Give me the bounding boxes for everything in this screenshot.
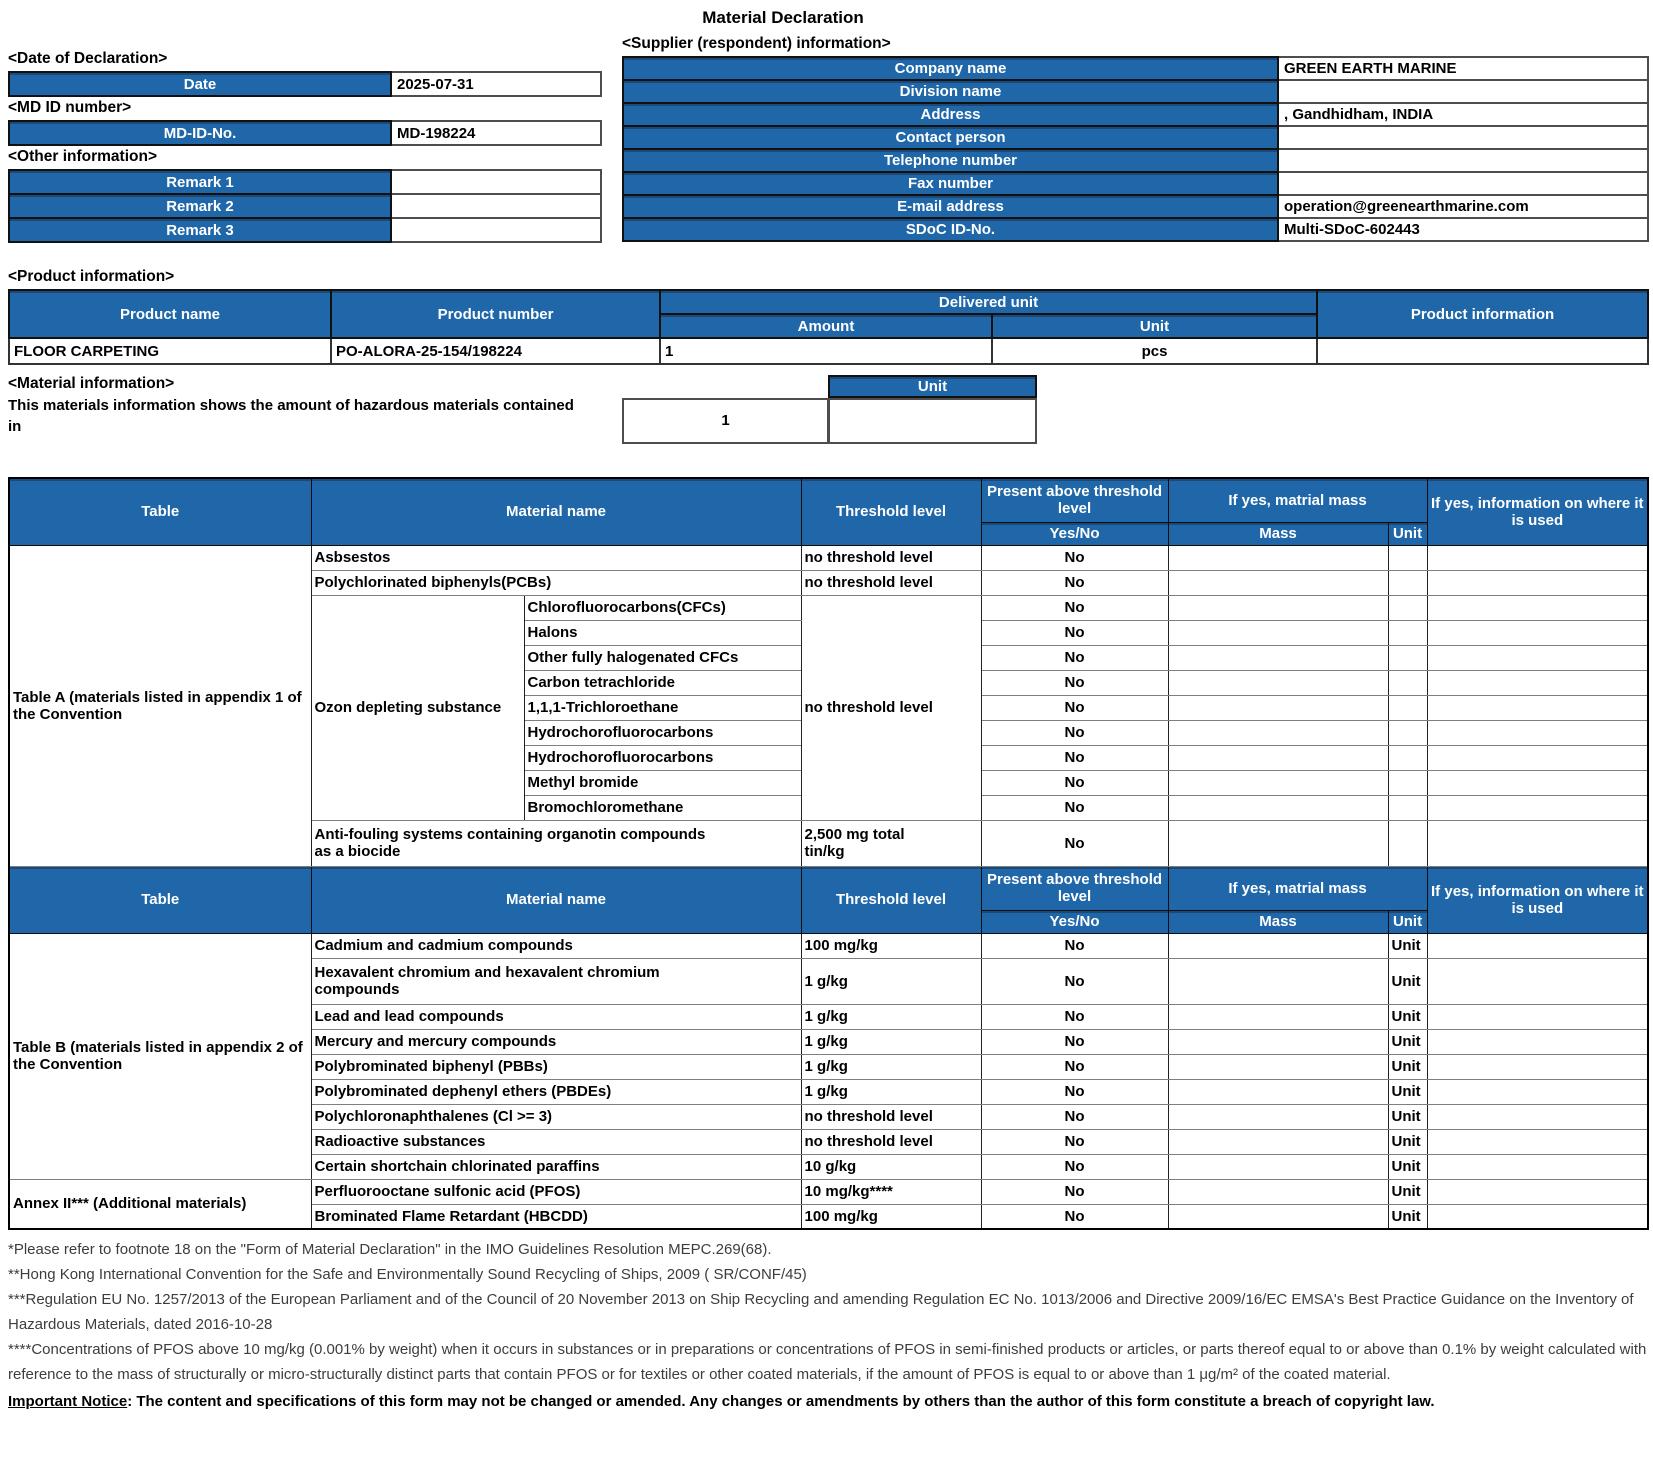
section-md-id-number: <MD ID number> bbox=[8, 99, 132, 116]
table-b-label: Table B (materials listed in appendix 2 of the Convention bbox=[9, 933, 311, 1179]
material-name-cell: Other fully halogenated CFCs bbox=[524, 645, 801, 670]
material-name-cell: Hydrochorofluorocarbons bbox=[524, 720, 801, 745]
product-table bbox=[8, 289, 1649, 365]
footnote: **Hong Kong International Convention for the Safe and Environmentally Sound Recycling of Ships, 2009 ( SR/CONF/45) bbox=[8, 1266, 807, 1283]
used-cell bbox=[1427, 1129, 1648, 1154]
material-group-cell: Ozon depleting substance bbox=[311, 595, 524, 820]
supplier-row-value: , Gandhidham, INDIA bbox=[1278, 103, 1648, 126]
used-cell bbox=[1427, 1004, 1648, 1029]
section-product: <Product information> bbox=[8, 268, 175, 285]
delivered-unit-header: Delivered unit bbox=[660, 290, 1317, 314]
present-cell: No bbox=[981, 958, 1168, 1004]
mass-cell bbox=[1168, 570, 1388, 595]
mass-cell bbox=[1168, 795, 1388, 820]
present-cell: No bbox=[981, 1004, 1168, 1029]
supplier-row-value: operation@greenearthmarine.com bbox=[1278, 195, 1648, 218]
material-name-cell: Methyl bromide bbox=[524, 770, 801, 795]
product-information-zone bbox=[8, 266, 1653, 365]
unit-cell: Unit bbox=[1388, 1004, 1427, 1029]
unit-cell bbox=[1388, 745, 1427, 770]
threshold-cell: 10 mg/kg**** bbox=[801, 1179, 981, 1204]
remark-row bbox=[9, 194, 601, 218]
col-header-present: Present above threshold level bbox=[981, 866, 1168, 910]
mass-cell bbox=[1168, 670, 1388, 695]
used-cell bbox=[1427, 958, 1648, 1004]
used-cell bbox=[1427, 595, 1648, 620]
unit-cell bbox=[1388, 545, 1427, 570]
unit-cell bbox=[1388, 595, 1427, 620]
remark-value bbox=[391, 170, 601, 194]
material-name-cell: Hexavalent chromium and hexavalent chromium compounds bbox=[311, 958, 801, 1004]
unit-header: Unit bbox=[992, 314, 1317, 338]
present-cell: No bbox=[981, 1154, 1168, 1179]
threshold-cell: 1 g/kg bbox=[801, 1054, 981, 1079]
used-cell bbox=[1427, 1179, 1648, 1204]
date-value: 2025-07-31 bbox=[391, 72, 601, 96]
material-name-cell: Bromochloromethane bbox=[524, 795, 801, 820]
material-name-cell: Mercury and mercury compounds bbox=[311, 1029, 801, 1054]
present-cell: No bbox=[981, 1104, 1168, 1129]
material-amount-value: 1 bbox=[622, 398, 829, 444]
footnote: *Please refer to footnote 18 on the "Form of Material Declaration" in the IMO Guidelines Resolution MEPC.269(68). bbox=[8, 1241, 772, 1258]
col-header-yes-no: Yes/No bbox=[981, 910, 1168, 933]
product-number-header: Product number bbox=[331, 290, 660, 338]
col-header-present: Present above threshold level bbox=[981, 478, 1168, 522]
mass-cell bbox=[1168, 1129, 1388, 1154]
present-cell: No bbox=[981, 670, 1168, 695]
supplier-row-label: Contact person bbox=[623, 126, 1278, 149]
col-header-unit: Unit bbox=[1388, 522, 1427, 545]
supplier-row-label: E-mail address bbox=[623, 195, 1278, 218]
material-description: This materials information shows the amount of hazardous materials contained in bbox=[8, 397, 574, 435]
threshold-cell: 1 g/kg bbox=[801, 1029, 981, 1054]
material-name-cell: Polybrominated dephenyl ethers (PBDEs) bbox=[311, 1079, 801, 1104]
material-name-cell: Anti-fouling systems containing organotin compounds as a biocide bbox=[311, 820, 801, 866]
present-cell: No bbox=[981, 1204, 1168, 1229]
material-name-cell: Asbsestos bbox=[311, 545, 801, 570]
annex-label: Annex II*** (Additional materials) bbox=[9, 1179, 311, 1229]
material-name-cell: Halons bbox=[524, 620, 801, 645]
mass-cell bbox=[1168, 1204, 1388, 1229]
table-a-label: Table A (materials listed in appendix 1 of the Convention bbox=[9, 545, 311, 866]
material-name-cell: Certain shortchain chlorinated paraffins bbox=[311, 1154, 801, 1179]
col-header-mass: Mass bbox=[1168, 910, 1388, 933]
threshold-cell: no threshold level bbox=[801, 570, 981, 595]
col-header-table: Table bbox=[9, 866, 311, 933]
used-cell bbox=[1427, 720, 1648, 745]
present-cell: No bbox=[981, 745, 1168, 770]
col-header-yes-no: Yes/No bbox=[981, 522, 1168, 545]
footnotes bbox=[8, 1237, 1653, 1387]
unit-cell: Unit bbox=[1388, 933, 1427, 958]
supplier-row-value bbox=[1278, 80, 1648, 103]
page-title: Material Declaration bbox=[702, 8, 864, 27]
present-cell: No bbox=[981, 770, 1168, 795]
mass-cell bbox=[1168, 720, 1388, 745]
unit-cell: Unit bbox=[1388, 1079, 1427, 1104]
unit-cell: Unit bbox=[1388, 1179, 1427, 1204]
mass-cell bbox=[1168, 545, 1388, 570]
product-name-header: Product name bbox=[9, 290, 331, 338]
unit-cell: Unit bbox=[1388, 958, 1427, 1004]
mass-cell bbox=[1168, 1104, 1388, 1129]
unit-cell: Unit bbox=[1388, 1029, 1427, 1054]
present-cell: No bbox=[981, 1129, 1168, 1154]
supplier-row-label: Company name bbox=[623, 57, 1278, 80]
present-cell: No bbox=[981, 795, 1168, 820]
remark-value bbox=[391, 194, 601, 218]
unit-cell bbox=[1388, 570, 1427, 595]
used-cell bbox=[1427, 745, 1648, 770]
product-number-cell: PO-ALORA-25-154/198224 bbox=[331, 338, 660, 364]
mass-cell bbox=[1168, 1179, 1388, 1204]
col-header-threshold: Threshold level bbox=[801, 866, 981, 933]
md-id-value: MD-198224 bbox=[391, 121, 601, 145]
supplier-row bbox=[623, 103, 1648, 126]
used-cell bbox=[1427, 1054, 1648, 1079]
used-cell bbox=[1427, 770, 1648, 795]
used-cell bbox=[1427, 620, 1648, 645]
supplier-row bbox=[623, 172, 1648, 195]
hazardous-materials-table bbox=[8, 477, 1649, 1230]
material-name-cell: Radioactive substances bbox=[311, 1129, 801, 1154]
col-header-mass: Mass bbox=[1168, 522, 1388, 545]
unit-cell bbox=[1388, 695, 1427, 720]
date-table bbox=[8, 71, 602, 97]
material-name-cell: Hydrochorofluorocarbons bbox=[524, 745, 801, 770]
material-unit-value bbox=[828, 398, 1037, 444]
unit-cell bbox=[1388, 620, 1427, 645]
section-supplier: <Supplier (respondent) information> bbox=[622, 35, 891, 52]
used-cell bbox=[1427, 1029, 1648, 1054]
footnote: ***Regulation EU No. 1257/2013 of the European Parliament and of the Council of 20 November 2013 on Ship Recycling and amending Regulation EC No. 1013/2006 and Directive 2009/16/EC EMSA's Best Practice Guidance on the Inventory of Hazardous Materials, dated 2016-10-28 bbox=[8, 1291, 1634, 1333]
col-header-material-name: Material name bbox=[311, 478, 801, 545]
product-information-header: Product information bbox=[1317, 290, 1648, 338]
remark-label: Remark 1 bbox=[9, 170, 391, 194]
used-cell bbox=[1427, 1154, 1648, 1179]
material-information-zone bbox=[8, 373, 1653, 477]
present-cell: No bbox=[981, 570, 1168, 595]
remark-label: Remark 2 bbox=[9, 194, 391, 218]
material-name-cell: Chlorofluorocarbons(CFCs) bbox=[524, 595, 801, 620]
present-cell: No bbox=[981, 820, 1168, 866]
present-cell: No bbox=[981, 1054, 1168, 1079]
threshold-cell: 100 mg/kg bbox=[801, 933, 981, 958]
unit-cell: Unit bbox=[1388, 1129, 1427, 1154]
unit-cell: Unit bbox=[1388, 1054, 1427, 1079]
remark-row bbox=[9, 170, 601, 194]
product-info-cell bbox=[1317, 338, 1648, 364]
material-name-cell: Lead and lead compounds bbox=[311, 1004, 801, 1029]
important-notice-label: Important Notice bbox=[8, 1393, 128, 1410]
col-header-mass-group: If yes, matrial mass bbox=[1168, 866, 1427, 910]
present-cell: No bbox=[981, 620, 1168, 645]
hazard-row bbox=[9, 933, 1648, 958]
material-name-cell: Polychlorinated biphenyls(PCBs) bbox=[311, 570, 801, 595]
hazard-row bbox=[9, 1179, 1648, 1204]
mass-cell bbox=[1168, 1004, 1388, 1029]
supplier-row-value bbox=[1278, 172, 1648, 195]
present-cell: No bbox=[981, 933, 1168, 958]
amount-header: Amount bbox=[660, 314, 992, 338]
remark-label: Remark 3 bbox=[9, 218, 391, 242]
material-unit-header: Unit bbox=[828, 375, 1037, 398]
mass-cell bbox=[1168, 1154, 1388, 1179]
supplier-row-label: Address bbox=[623, 103, 1278, 126]
threshold-cell: 100 mg/kg bbox=[801, 1204, 981, 1229]
mass-cell bbox=[1168, 695, 1388, 720]
col-header-table: Table bbox=[9, 478, 311, 545]
material-name-cell: Polychloronaphthalenes (Cl >= 3) bbox=[311, 1104, 801, 1129]
remark-row bbox=[9, 218, 601, 242]
supplier-row-value bbox=[1278, 149, 1648, 172]
threshold-cell: no threshold level bbox=[801, 545, 981, 570]
material-name-cell: Brominated Flame Retardant (HBCDD) bbox=[311, 1204, 801, 1229]
present-cell: No bbox=[981, 695, 1168, 720]
col-header-mass-group: If yes, matrial mass bbox=[1168, 478, 1427, 522]
supplier-row bbox=[623, 80, 1648, 103]
date-label: Date bbox=[9, 72, 391, 96]
mass-cell bbox=[1168, 1079, 1388, 1104]
unit-cell bbox=[1388, 770, 1427, 795]
mass-cell bbox=[1168, 1029, 1388, 1054]
md-id-table bbox=[8, 120, 602, 146]
present-cell: No bbox=[981, 545, 1168, 570]
col-header-unit: Unit bbox=[1388, 910, 1427, 933]
col-header-threshold: Threshold level bbox=[801, 478, 981, 545]
product-row bbox=[9, 338, 1648, 364]
supplier-information-block bbox=[622, 33, 1647, 242]
threshold-cell: 10 g/kg bbox=[801, 1154, 981, 1179]
mass-cell bbox=[1168, 745, 1388, 770]
supplier-row bbox=[623, 149, 1648, 172]
hazard-row bbox=[9, 545, 1648, 570]
used-cell bbox=[1427, 570, 1648, 595]
supplier-row-value: GREEN EARTH MARINE bbox=[1278, 57, 1648, 80]
used-cell bbox=[1427, 695, 1648, 720]
supplier-table bbox=[622, 56, 1649, 242]
used-cell bbox=[1427, 545, 1648, 570]
declaration-meta-column bbox=[8, 48, 600, 243]
present-cell: No bbox=[981, 1079, 1168, 1104]
threshold-cell: 1 g/kg bbox=[801, 1079, 981, 1104]
material-name-cell: Carbon tetrachloride bbox=[524, 670, 801, 695]
supplier-row bbox=[623, 126, 1648, 149]
material-name-cell: Cadmium and cadmium compounds bbox=[311, 933, 801, 958]
threshold-cell: 2,500 mg total tin/kg bbox=[801, 820, 981, 866]
supplier-row bbox=[623, 218, 1648, 241]
col-header-info: If yes, information on where it is used bbox=[1427, 478, 1648, 545]
used-cell bbox=[1427, 820, 1648, 866]
important-notice-text: : The content and specifications of this form may not be changed or amended. Any changes or amendments by others than the author of this form constitute a breach of copyright law. bbox=[127, 1393, 1435, 1410]
material-name-cell: Perfluorooctane sulfonic acid (PFOS) bbox=[311, 1179, 801, 1204]
product-amount-cell: 1 bbox=[660, 338, 992, 364]
md-id-label: MD-ID-No. bbox=[9, 121, 391, 145]
important-notice bbox=[8, 1390, 1653, 1413]
present-cell: No bbox=[981, 720, 1168, 745]
used-cell bbox=[1427, 670, 1648, 695]
supplier-row-label: SDoC ID-No. bbox=[623, 218, 1278, 241]
product-unit-cell: pcs bbox=[992, 338, 1317, 364]
mass-cell bbox=[1168, 645, 1388, 670]
used-cell bbox=[1427, 933, 1648, 958]
remarks-table bbox=[8, 169, 602, 243]
unit-cell: Unit bbox=[1388, 1104, 1427, 1129]
mass-cell bbox=[1168, 770, 1388, 795]
form-header-zone bbox=[0, 0, 1653, 260]
unit-cell bbox=[1388, 820, 1427, 866]
section-material: <Material information> bbox=[8, 375, 175, 392]
used-cell bbox=[1427, 1204, 1648, 1229]
product-name-cell: FLOOR CARPETING bbox=[9, 338, 331, 364]
supplier-row-label: Division name bbox=[623, 80, 1278, 103]
footnote: ****Concentrations of PFOS above 10 mg/kg (0.001% by weight) when it occurs in substances or in preparations or concentrations of PFOS in semi-finished products or articles, or parts thereof equal to or above than 0.1% by weight calculated with reference to the mass of structurally or micro-structurally distinct parts that contain PFOS or for textiles or other coated materials, if the amount of PFOS is equal to or above than 1 μg/m² of the coated material. bbox=[8, 1341, 1647, 1383]
unit-cell: Unit bbox=[1388, 1204, 1427, 1229]
supplier-row bbox=[623, 57, 1648, 80]
col-header-material-name: Material name bbox=[311, 866, 801, 933]
used-cell bbox=[1427, 795, 1648, 820]
mass-cell bbox=[1168, 1054, 1388, 1079]
supplier-row-label: Fax number bbox=[623, 172, 1278, 195]
supplier-row-value bbox=[1278, 126, 1648, 149]
col-header-info: If yes, information on where it is used bbox=[1427, 866, 1648, 933]
used-cell bbox=[1427, 1104, 1648, 1129]
supplier-row-value: Multi-SDoC-602443 bbox=[1278, 218, 1648, 241]
material-name-cell: Polybrominated biphenyl (PBBs) bbox=[311, 1054, 801, 1079]
present-cell: No bbox=[981, 1179, 1168, 1204]
threshold-cell: 1 g/kg bbox=[801, 958, 981, 1004]
mass-cell bbox=[1168, 620, 1388, 645]
mass-cell bbox=[1168, 933, 1388, 958]
mass-cell bbox=[1168, 820, 1388, 866]
threshold-cell: 1 g/kg bbox=[801, 1004, 981, 1029]
threshold-cell: no threshold level bbox=[801, 1129, 981, 1154]
present-cell: No bbox=[981, 1029, 1168, 1054]
unit-cell bbox=[1388, 795, 1427, 820]
used-cell bbox=[1427, 645, 1648, 670]
unit-cell bbox=[1388, 720, 1427, 745]
supplier-row-label: Telephone number bbox=[623, 149, 1278, 172]
unit-cell bbox=[1388, 645, 1427, 670]
threshold-cell: no threshold level bbox=[801, 595, 981, 820]
used-cell bbox=[1427, 1079, 1648, 1104]
unit-cell bbox=[1388, 670, 1427, 695]
remark-value bbox=[391, 218, 601, 242]
section-date-of-declaration: <Date of Declaration> bbox=[8, 50, 168, 67]
unit-cell: Unit bbox=[1388, 1154, 1427, 1179]
present-cell: No bbox=[981, 595, 1168, 620]
mass-cell bbox=[1168, 958, 1388, 1004]
supplier-row bbox=[623, 195, 1648, 218]
mass-cell bbox=[1168, 595, 1388, 620]
section-other-information: <Other information> bbox=[8, 148, 157, 165]
threshold-cell: no threshold level bbox=[801, 1104, 981, 1129]
material-name-cell: 1,1,1-Trichloroethane bbox=[524, 695, 801, 720]
present-cell: No bbox=[981, 645, 1168, 670]
